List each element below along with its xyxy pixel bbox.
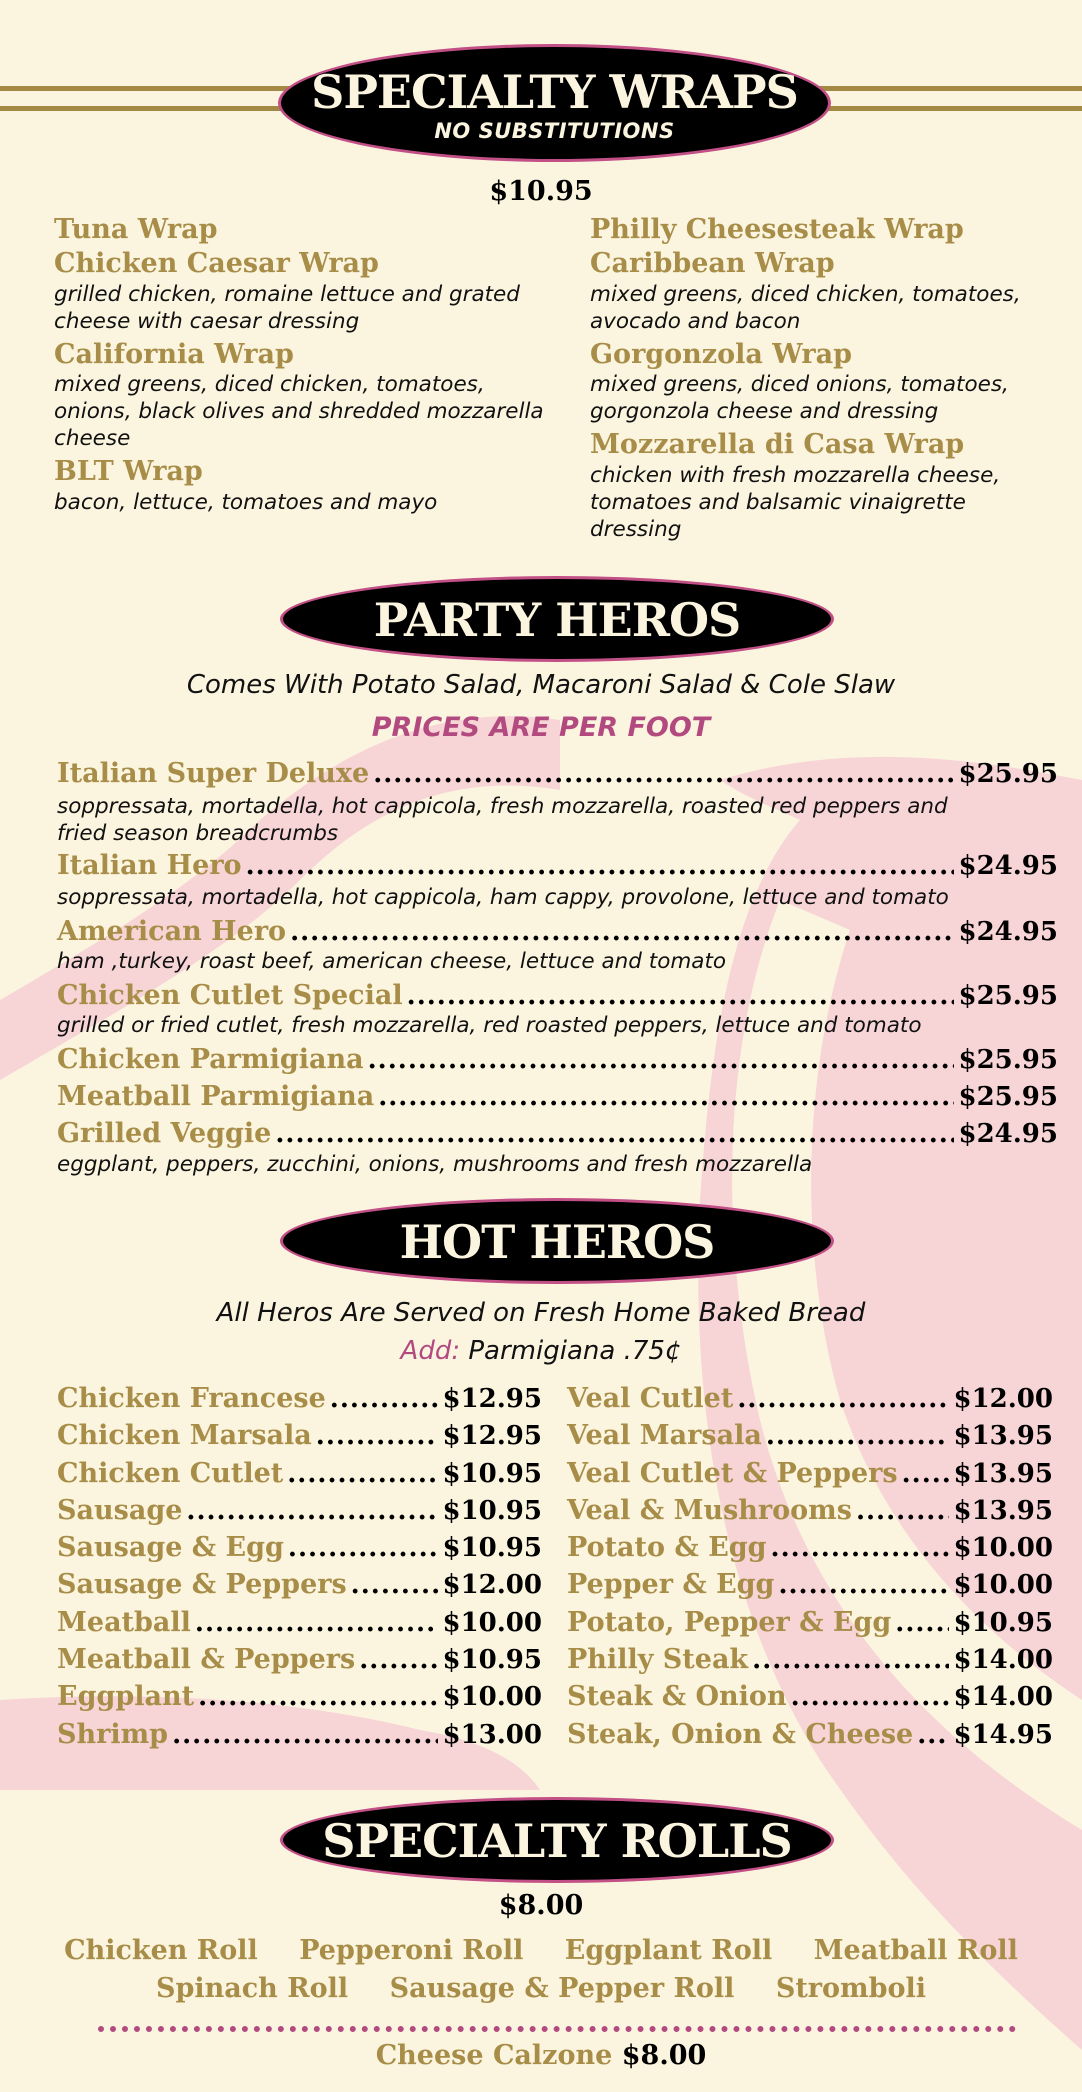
hot-hero-name: Sausage & Egg	[57, 1532, 284, 1564]
hot-hero-row	[567, 1719, 1053, 1756]
wrap-name: Chicken Caesar Wrap	[54, 248, 379, 280]
leader-dots	[246, 851, 955, 881]
hot-hero-name: Chicken Marsala	[57, 1420, 312, 1452]
hot-hero-name: Chicken Francese	[57, 1383, 326, 1414]
leader-dots	[368, 1045, 955, 1075]
hot-hero-row	[57, 1532, 542, 1569]
wrap-description: mixed greens, diced onions, tomatoes, gorgonzola cheese and dressing	[590, 372, 1009, 425]
leader-dots	[752, 1645, 949, 1675]
leader-dots	[378, 1082, 954, 1112]
party-item-row	[57, 916, 1058, 948]
hot-hero-price: $10.00	[442, 1682, 542, 1713]
hot-hero-price: $12.00	[953, 1384, 1053, 1414]
hot-hero-name: Veal Cutlet	[567, 1383, 734, 1414]
hot-hero-row	[567, 1569, 1053, 1606]
calzone-line	[0, 2040, 1082, 2071]
hot-hero-price: $10.00	[953, 1570, 1053, 1601]
roll-item: Stromboli	[775, 1973, 927, 2004]
roll-item: Pepperoni Roll	[299, 1935, 524, 1966]
wrap-item	[54, 248, 554, 334]
hot-hero-name: Eggplant	[57, 1681, 195, 1713]
hot-hero-name: Meatball	[57, 1606, 191, 1638]
party-item-price: $25.95	[958, 759, 1058, 789]
hot-hero-price: $10.95	[953, 1607, 1053, 1638]
party-item-price: $25.95	[958, 1045, 1058, 1075]
hot-heros-title: HOT HEROS	[399, 1215, 715, 1269]
leader-dots	[287, 1459, 438, 1489]
party-heros-title: PARTY HEROS	[373, 593, 741, 647]
wrap-name: Gorgonzola Wrap	[590, 338, 853, 370]
hot-hero-name: Veal & Mushrooms	[567, 1494, 852, 1526]
leader-dots	[771, 1533, 950, 1563]
wrap-item	[590, 429, 1050, 542]
hot-hero-price: $13.95	[953, 1495, 1053, 1526]
wrap-description: mixed greens, diced chicken, tomatoes, onions, black olives and shredded mozzarella cheese	[54, 372, 544, 452]
specialty-wraps-banner	[278, 44, 831, 162]
roll-item: Meatball Roll	[813, 1935, 1018, 1966]
hot-hero-row	[57, 1495, 542, 1532]
hot-hero-row	[567, 1458, 1053, 1495]
hot-heros-right-column	[567, 1383, 1053, 1756]
hot-hero-row	[567, 1644, 1053, 1681]
hot-hero-name: Sausage & Peppers	[57, 1569, 347, 1601]
party-item-name: Italian Hero	[57, 850, 242, 881]
leader-dots	[407, 981, 955, 1011]
hot-hero-name: Potato, Pepper & Egg	[567, 1606, 892, 1638]
hot-hero-price: $10.95	[442, 1458, 542, 1489]
hot-hero-price: $12.95	[442, 1384, 542, 1414]
leader-dots	[195, 1608, 439, 1638]
leader-dots	[290, 917, 954, 947]
calzone-price: $8.00	[621, 2040, 707, 2071]
hot-hero-price: $13.00	[442, 1719, 542, 1750]
party-item-description: soppressata, mortadella, hot cappicola, ham cappy, provolone, lettuce and tomato	[57, 885, 949, 910]
hot-hero-row	[57, 1420, 542, 1457]
hot-heros-note: All Heros Are Served on Fresh Home Baked Bread	[216, 1298, 866, 1328]
party-heros-banner	[280, 576, 834, 662]
wraps-left-column	[54, 214, 554, 516]
leader-dots	[275, 1119, 954, 1149]
rolls-row-2	[0, 1973, 1082, 2004]
wrap-name: Mozzarella di Casa Wrap	[590, 429, 965, 461]
hot-hero-row	[57, 1681, 542, 1718]
wrap-item	[54, 214, 554, 246]
wrap-item	[590, 339, 1050, 425]
hot-hero-row	[57, 1607, 542, 1644]
hot-hero-name: Potato & Egg	[567, 1532, 767, 1564]
hot-hero-price: $10.00	[953, 1533, 1053, 1564]
hot-hero-row	[57, 1569, 542, 1606]
party-item-description: soppressata, mortadella, hot cappicola, fresh mozzarella, roasted red peppers and fried season breadcrumbs	[57, 794, 948, 846]
hot-hero-row	[57, 1644, 542, 1681]
party-item-description: ham ,turkey, roast beef, american cheese, lettuce and tomato	[57, 949, 727, 974]
wrap-description: grilled chicken, romaine lettuce and grated cheese with caesar dressing	[54, 281, 520, 334]
roll-item: Eggplant Roll	[564, 1935, 773, 1966]
hot-hero-name: Shrimp	[57, 1718, 169, 1750]
wrap-description: bacon, lettuce, tomatoes and mayo	[54, 489, 438, 515]
hot-heros-left-column	[57, 1383, 542, 1756]
hot-hero-price: $13.95	[953, 1421, 1053, 1452]
leader-dots	[917, 1720, 949, 1750]
hot-hero-name: Chicken Cutlet	[57, 1457, 284, 1489]
hot-hero-name: Steak, Onion & Cheese	[567, 1718, 914, 1750]
wrap-name: California Wrap	[54, 338, 294, 370]
leader-dots	[288, 1533, 439, 1563]
leader-dots	[856, 1496, 950, 1526]
party-item-row	[57, 1044, 1058, 1076]
hot-hero-price: $12.95	[442, 1421, 542, 1452]
party-heros-note: Comes With Potato Salad, Macaroni Salad & Cole Slaw	[186, 670, 896, 700]
hot-hero-name: Meatball & Peppers	[57, 1644, 356, 1676]
party-item-name: Grilled Veggie	[57, 1118, 272, 1149]
party-item-price: $25.95	[958, 1082, 1058, 1112]
hot-hero-row	[567, 1681, 1053, 1718]
add-label: Add:	[400, 1336, 461, 1366]
hot-hero-price: $14.95	[953, 1719, 1053, 1750]
hot-hero-name: Sausage	[57, 1494, 183, 1526]
hot-hero-price: $10.95	[442, 1645, 542, 1676]
wraps-right-column	[590, 214, 1050, 543]
party-item-price: $24.95	[958, 851, 1058, 881]
wrap-name: BLT Wrap	[54, 456, 203, 488]
party-item-name: Italian Super Deluxe	[57, 758, 370, 789]
hot-hero-name: Pepper & Egg	[567, 1569, 775, 1601]
hot-hero-row	[567, 1607, 1053, 1644]
roll-item: Chicken Roll	[64, 1935, 258, 1966]
party-item-name: Chicken Cutlet Special	[57, 980, 403, 1011]
add-parmigiana-line	[0, 1336, 1082, 1366]
rolls-price: $8.00	[498, 1890, 584, 1921]
wrap-item	[590, 248, 1050, 334]
leader-dots	[737, 1384, 949, 1414]
hot-heros-banner	[280, 1198, 834, 1284]
leader-dots	[316, 1421, 439, 1451]
party-item-name: Meatball Parmigiana	[57, 1081, 375, 1112]
leader-dots	[766, 1421, 950, 1451]
hot-hero-name: Philly Steak	[567, 1644, 749, 1676]
hot-hero-name: Steak & Onion	[567, 1681, 787, 1713]
hot-hero-price: $12.00	[442, 1570, 542, 1601]
wraps-price: $10.95	[489, 176, 593, 207]
wrap-name: Caribbean Wrap	[590, 248, 835, 280]
party-item-price: $24.95	[958, 1119, 1058, 1149]
leader-dots	[330, 1384, 439, 1414]
wrap-name: Philly Cheesesteak Wrap	[590, 214, 964, 245]
party-item-description: grilled or fried cutlet, fresh mozzarella, red roasted peppers, lettuce and tomato	[57, 1013, 922, 1038]
wrap-item	[54, 339, 554, 452]
price-per-foot-note: PRICES ARE PER FOOT	[371, 712, 711, 743]
hot-hero-row	[567, 1532, 1053, 1569]
leader-dots	[791, 1682, 950, 1712]
hot-hero-row	[57, 1458, 542, 1495]
leader-dots	[359, 1645, 438, 1675]
calzone-name: Cheese Calzone	[375, 2040, 613, 2071]
party-item-row	[57, 850, 1058, 882]
party-item-name: Chicken Parmigiana	[57, 1044, 364, 1075]
hot-hero-row	[567, 1495, 1053, 1532]
leader-dots	[902, 1459, 950, 1489]
hot-hero-price: $10.95	[442, 1533, 542, 1564]
hot-hero-price: $13.95	[953, 1458, 1053, 1489]
party-item-row	[57, 980, 1058, 1012]
party-item-row	[57, 758, 1058, 790]
leader-dots	[373, 759, 954, 789]
wrap-item	[54, 456, 554, 515]
party-item-description: eggplant, peppers, zucchini, onions, mushrooms and fresh mozzarella	[57, 1152, 813, 1177]
leader-dots	[351, 1570, 439, 1600]
party-item-row	[57, 1081, 1058, 1113]
wrap-item	[590, 214, 1050, 246]
specialty-rolls-title: SPECIALTY ROLLS	[322, 1814, 792, 1868]
hot-hero-price: $14.00	[953, 1682, 1053, 1713]
leader-dots	[172, 1720, 438, 1750]
specialty-wraps-title: SPECIALTY WRAPS	[311, 65, 798, 119]
hot-hero-row	[57, 1719, 542, 1756]
hot-hero-price: $10.95	[442, 1495, 542, 1526]
hot-hero-row	[567, 1420, 1053, 1457]
hot-hero-name: Veal Cutlet & Peppers	[567, 1457, 898, 1489]
wrap-description: chicken with fresh mozzarella cheese, tomatoes and balsamic vinaigrette dressing	[590, 462, 1001, 542]
leader-dots	[778, 1570, 949, 1600]
rolls-row-1	[0, 1935, 1082, 1966]
hot-hero-row	[567, 1383, 1053, 1420]
leader-dots	[186, 1496, 438, 1526]
party-item-price: $25.95	[958, 981, 1058, 1011]
hot-hero-price: $14.00	[953, 1645, 1053, 1676]
leader-dots	[895, 1608, 949, 1638]
roll-item: Sausage & Pepper Roll	[389, 1973, 735, 2004]
party-item-price: $24.95	[958, 917, 1058, 947]
party-item-name: American Hero	[57, 916, 287, 947]
hot-hero-name: Veal Marsala	[567, 1420, 762, 1452]
leader-dots	[198, 1682, 438, 1712]
party-item-row	[57, 1118, 1058, 1150]
pink-dotted-divider	[98, 2026, 1016, 2032]
add-text: Parmigiana .75¢	[468, 1336, 682, 1366]
roll-item: Spinach Roll	[155, 1973, 349, 2004]
wrap-description: mixed greens, diced chicken, tomatoes, avocado and bacon	[590, 281, 1021, 334]
wrap-name: Tuna Wrap	[54, 214, 218, 245]
no-substitutions-label: NO SUBSTITUTIONS	[434, 119, 675, 143]
specialty-rolls-banner	[280, 1797, 834, 1883]
hot-hero-row	[57, 1383, 542, 1420]
hot-hero-price: $10.00	[442, 1607, 542, 1638]
